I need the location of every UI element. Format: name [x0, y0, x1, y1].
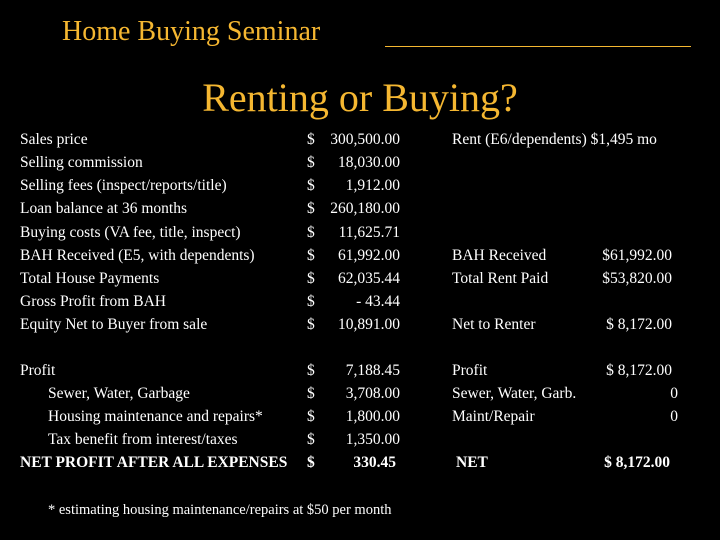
buying-label-profit: Profit	[20, 362, 56, 379]
buying-label-total-house-payments: Total House Payments	[20, 270, 160, 287]
dollar-sign: $	[307, 270, 315, 287]
renting-label-sewer-water-garb: Sewer, Water, Garb.	[452, 385, 577, 402]
dollar-sign: $	[307, 154, 315, 171]
rent-line: Rent (E6/dependents) $1,495 mo	[452, 131, 657, 148]
slide-title: Renting or Buying?	[202, 75, 518, 120]
renting-amount-total-rent-paid: $53,820.00	[602, 270, 672, 287]
buying-amount-sales-price: 300,500.00	[330, 131, 400, 148]
dollar-sign: $	[307, 362, 315, 379]
renting-label-net: NET	[456, 454, 488, 471]
buying-label-sales-price: Sales price	[20, 131, 88, 148]
dollar-sign: $	[307, 408, 315, 425]
buying-label-housing-maintenance: Housing maintenance and repairs*	[48, 408, 263, 425]
dollar-sign: $	[307, 247, 315, 264]
renting-amount-profit: $ 8,172.00	[606, 362, 672, 379]
buying-amount-tax-benefit: 1,350.00	[345, 431, 400, 448]
renting-label-net-to-renter: Net to Renter	[452, 316, 536, 333]
renting-label-bah-received: BAH Received	[452, 247, 547, 264]
renting-amount-net: $ 8,172.00	[604, 454, 670, 471]
buying-amount-net-profit: 330.45	[353, 454, 396, 471]
buying-amount-loan-balance: 260,180.00	[330, 200, 400, 217]
buying-amount-sewer-water-garbage: 3,708.00	[345, 385, 400, 402]
buying-label-buying-costs: Buying costs (VA fee, title, inspect)	[20, 224, 241, 241]
buying-amount-gross-profit: - 43.44	[356, 293, 400, 310]
buying-amount-bah-received: 61,992.00	[338, 247, 400, 264]
dollar-sign: $	[307, 200, 315, 217]
header-underline	[385, 46, 691, 47]
buying-label-gross-profit: Gross Profit from BAH	[20, 293, 166, 310]
dollar-sign: $	[307, 385, 315, 402]
dollar-sign: $	[307, 293, 315, 310]
dollar-sign: $	[307, 177, 315, 194]
buying-label-bah-received: BAH Received (E5, with dependents)	[20, 247, 255, 264]
buying-label-loan-balance: Loan balance at 36 months	[20, 200, 188, 217]
renting-label-total-rent-paid: Total Rent Paid	[452, 270, 549, 287]
seminar-title: Home Buying Seminar	[62, 16, 321, 47]
buying-amount-profit: 7,188.45	[345, 362, 400, 379]
buying-label-sewer-water-garbage: Sewer, Water, Garbage	[48, 385, 190, 402]
dollar-sign: $	[307, 316, 315, 333]
buying-label-selling-fees: Selling fees (inspect/reports/title)	[20, 177, 227, 194]
buying-amount-selling-commission: 18,030.00	[338, 154, 400, 171]
buying-amount-selling-fees: 1,912.00	[345, 177, 400, 194]
renting-amount-bah-received: $61,992.00	[602, 247, 672, 264]
renting-amount-maint-repair: 0	[670, 408, 678, 425]
buying-amount-buying-costs: 11,625.71	[338, 224, 400, 241]
buying-amount-housing-maintenance: 1,800.00	[345, 408, 400, 425]
renting-amount-sewer-water-garb: 0	[670, 385, 678, 402]
buying-label-selling-commission: Selling commission	[20, 154, 143, 171]
dollar-sign: $	[307, 224, 315, 241]
buying-amount-total-house-payments: 62,035.44	[338, 270, 400, 287]
dollar-sign: $	[307, 131, 315, 148]
dollar-sign: $	[307, 454, 315, 471]
renting-label-profit: Profit	[452, 362, 488, 379]
buying-amount-equity-net: 10,891.00	[338, 316, 400, 333]
buying-label-equity-net: Equity Net to Buyer from sale	[20, 316, 208, 333]
dollar-sign: $	[307, 431, 315, 448]
renting-amount-net-to-renter: $ 8,172.00	[606, 316, 672, 333]
renting-label-maint-repair: Maint/Repair	[452, 408, 535, 425]
buying-label-net-profit: NET PROFIT AFTER ALL EXPENSES	[20, 454, 288, 471]
footnote: * estimating housing maintenance/repairs at $50 per month	[48, 502, 392, 518]
buying-label-tax-benefit: Tax benefit from interest/taxes	[48, 431, 238, 448]
